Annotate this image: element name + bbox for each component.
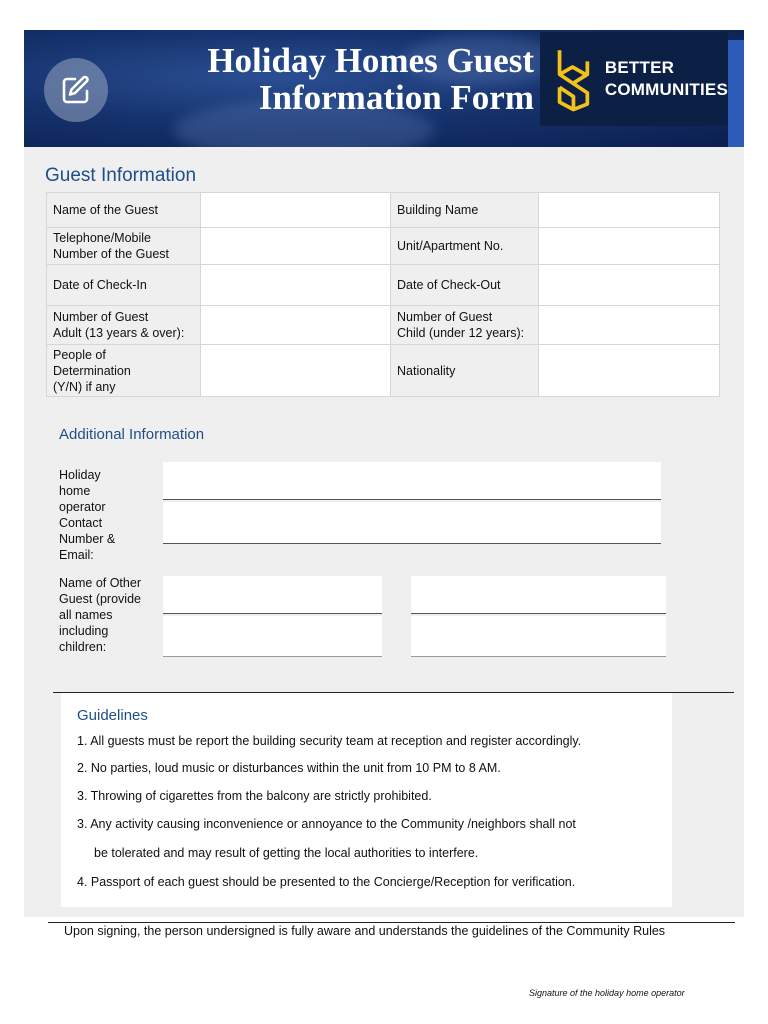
other-guests-label: Name of Other Guest (provide all names including children: (59, 576, 141, 654)
determination-label: People of Determination (Y/N) if any (47, 345, 201, 397)
table-row (47, 306, 720, 345)
logo-line2: COMMUNITIES (604, 80, 728, 99)
check-in-label: Date of Check-In (47, 265, 201, 306)
form-title-line1: Holiday Homes Guest (207, 41, 534, 80)
guideline-item: 1. All guests must be report the building security team at reception and register accordingly. (77, 734, 582, 748)
table-row (47, 193, 720, 228)
form-title-line2: Information Form (258, 78, 534, 117)
divider (48, 922, 735, 923)
telephone-label: Telephone/Mobile Number of the Guest (47, 228, 201, 265)
other-guest-field-3[interactable] (411, 576, 666, 614)
better-communities-logo (540, 32, 728, 126)
logo-line1: BETTER (604, 58, 675, 77)
check-out-label: Date of Check-Out (391, 265, 539, 306)
guideline-item: 4. Passport of each guest should be presented to the Concierge/Reception for verification. (77, 875, 576, 889)
child-count-label: Number of Guest Child (under 12 years): (391, 306, 539, 345)
header-banner (24, 30, 744, 147)
guideline-item: 3. Any activity causing inconvenience or annoyance to the Community /neighbors shall not (77, 817, 576, 831)
determination-field[interactable] (201, 345, 391, 397)
guidelines-heading: Guidelines (77, 707, 148, 724)
signature-label: Signature of the holiday home operator (529, 988, 685, 998)
building-name-label: Building Name (391, 193, 539, 228)
unit-number-label: Unit/Apartment No. (391, 228, 539, 265)
check-out-field[interactable] (539, 265, 720, 306)
guest-name-field[interactable] (201, 193, 391, 228)
nationality-label: Nationality (391, 345, 539, 397)
building-name-field[interactable] (539, 193, 720, 228)
form-title (124, 42, 534, 116)
other-guest-field-2[interactable] (163, 616, 382, 657)
unit-number-field[interactable] (539, 228, 720, 265)
guideline-item: 2. No parties, loud music or disturbances within the unit from 10 PM to 8 AM. (77, 761, 501, 775)
adult-count-field[interactable] (201, 306, 391, 345)
additional-information-heading: Additional Information (59, 426, 205, 443)
banner-accent (728, 40, 744, 147)
edit-icon (44, 58, 108, 122)
child-count-field[interactable] (539, 306, 720, 345)
telephone-field[interactable] (201, 228, 391, 265)
adult-count-label: Number of Guest Adult (13 years & over): (47, 306, 201, 345)
guest-information-heading: Guest Information (45, 165, 197, 186)
logo-mark-icon (554, 44, 593, 114)
table-row (47, 265, 720, 306)
table-row (47, 345, 720, 397)
operator-contact-label: Holiday home operator Contact Number & Email: (59, 468, 116, 562)
operator-contact-field-1[interactable] (163, 462, 661, 500)
guest-name-label: Name of the Guest (47, 193, 201, 228)
other-guest-field-1[interactable] (163, 576, 382, 614)
other-guest-field-4[interactable] (411, 616, 666, 657)
operator-contact-field-2[interactable] (163, 502, 661, 544)
check-in-field[interactable] (201, 265, 391, 306)
guest-information-table (46, 192, 720, 397)
nationality-field[interactable] (539, 345, 720, 397)
guideline-item-continuation: be tolerated and may result of getting the local authorities to interfere. (94, 846, 479, 860)
table-row (47, 228, 720, 265)
guideline-item: 3. Throwing of cigarettes from the balcony are strictly prohibited. (77, 789, 432, 803)
declaration-text: Upon signing, the person undersigned is fully aware and understands the guidelines of the Community Rules (64, 924, 666, 938)
